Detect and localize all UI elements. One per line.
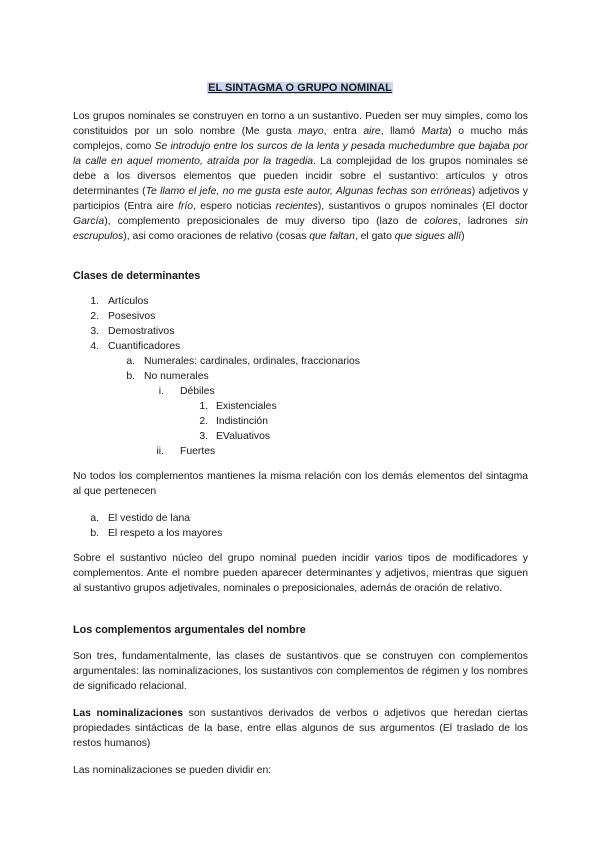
intro-example: Se introdujo entre los surcos de la lenta y pesada muchedumbre que bajaba por la calle en aquel momento, atraída por la tragedia bbox=[73, 141, 528, 167]
clases-heading: Clases de determinantes bbox=[73, 270, 201, 282]
intro-example: que sigues allí bbox=[394, 231, 462, 242]
intro-text: ) adjetivos y participios (Entra aire bbox=[73, 186, 528, 212]
intro-example: Marta bbox=[421, 126, 449, 137]
intro-example: Te llamo el jefe, no me gusta este autor, Algunas fechas son erróneas bbox=[145, 186, 472, 197]
intro-example: sin escrupulos bbox=[73, 216, 528, 242]
list-marker: b. bbox=[126, 371, 135, 382]
list-item: Posesivos bbox=[108, 311, 156, 322]
relacion-paragraph: No todos los complementos mantienes la misma relación con los demás elementos del sintagma al que pertenecen bbox=[73, 471, 528, 497]
intro-text: ), complemento preposicionales de muy diverso tipo (lazo de bbox=[104, 216, 425, 227]
document-title bbox=[0, 82, 600, 94]
intro-text: Los grupos nominales se construyen en torno a un sustantivo. Pueden ser muy simples, como los constituidos por un solo nombre (Me gusta bbox=[73, 111, 528, 137]
list-item: No numerales bbox=[144, 371, 209, 382]
list-item: El vestido de lana bbox=[108, 513, 191, 524]
list-marker: 4. bbox=[90, 341, 99, 352]
intro-example: que faltan bbox=[309, 231, 355, 242]
argumentales-paragraph: Son tres, fundamentalmente, las clases de sustantivos que se construyen con complementos argumentales: las nominalizaciones, los sustantivos con complementos de régimen y los nombres de significado relacional. bbox=[73, 651, 528, 692]
intro-example: colores bbox=[424, 216, 458, 227]
list-marker: b. bbox=[90, 528, 99, 539]
argumentales-heading: Los complementos argumentales del nombre bbox=[73, 624, 306, 636]
list-item: Demostrativos bbox=[108, 326, 175, 337]
list-marker: 3. bbox=[90, 326, 99, 337]
list-item: EValuativos bbox=[216, 431, 271, 442]
list-marker: a. bbox=[126, 356, 135, 367]
intro-text: , el gato bbox=[354, 231, 395, 242]
list-marker: 2. bbox=[199, 416, 208, 427]
list-item: El respeto a los mayores bbox=[108, 528, 223, 539]
list-marker: 2. bbox=[90, 311, 99, 322]
intro-text: , entra bbox=[323, 126, 364, 137]
intro-example: aire bbox=[363, 126, 381, 137]
list-item: Artículos bbox=[108, 296, 149, 307]
list-marker: 3. bbox=[199, 431, 208, 442]
intro-example: García bbox=[73, 216, 105, 227]
nominalizaciones-term: Las nominalizaciones bbox=[73, 708, 184, 719]
intro-example: mayo bbox=[298, 126, 324, 137]
list-item: Débiles bbox=[180, 386, 215, 397]
intro-text: , llamó bbox=[380, 126, 422, 137]
intro-example: frío bbox=[178, 201, 194, 212]
intro-text: ), asi como oraciones de relativo (cosas bbox=[123, 231, 310, 242]
intro-text: . La complejidad de los grupos nominales se debe a los diversos elementos que pueden incidir sobre el sustantivo: artículos y otros determinantes ( bbox=[73, 156, 528, 197]
title-text: EL SINTAGMA O GRUPO NOMINAL bbox=[208, 82, 392, 94]
intro-paragraph bbox=[73, 109, 528, 244]
list-marker: 1. bbox=[90, 296, 99, 307]
list-marker: i. bbox=[158, 386, 164, 397]
list-marker: ii. bbox=[156, 446, 164, 457]
intro-text: , espero noticias bbox=[193, 201, 276, 212]
intro-text: ), sustantivos o grupos nominales (El doctor bbox=[317, 201, 528, 212]
division-paragraph: Las nominalizaciones se pueden dividir en: bbox=[73, 765, 272, 776]
intro-example: recientes bbox=[275, 201, 318, 212]
list-item: Fuertes bbox=[180, 446, 216, 457]
list-marker: 1. bbox=[199, 401, 208, 412]
list-item: Cuantificadores bbox=[108, 341, 181, 352]
intro-text: ) o mucho más complejos, como bbox=[73, 126, 528, 152]
intro-text: ) bbox=[461, 231, 465, 242]
list-item: Existenciales bbox=[216, 401, 277, 412]
nominalizaciones-text: son sustantivos derivados de verbos o adjetivos que heredan ciertas propiedades sintácticas de la base, entre ellas algunos de sus argumentos (El traslado de los restos humanos) bbox=[73, 708, 528, 749]
list-item: Indistinción bbox=[216, 416, 268, 427]
nominalizaciones-paragraph bbox=[73, 706, 528, 751]
list-item: Numerales: cardinales, ordinales, fraccionarios bbox=[144, 356, 360, 367]
nucleo-paragraph: Sobre el sustantivo núcleo del grupo nominal pueden incidir varios tipos de modificadores y complementos. Ante el nombre pueden aparecer determinantes y adjetivos, mientras que siguen al sustantivo grupos adjetivales, nominales o preposicionales, además de oración de relativo. bbox=[73, 553, 528, 594]
list-marker: a. bbox=[90, 513, 99, 524]
intro-text: , ladrones bbox=[457, 216, 515, 227]
